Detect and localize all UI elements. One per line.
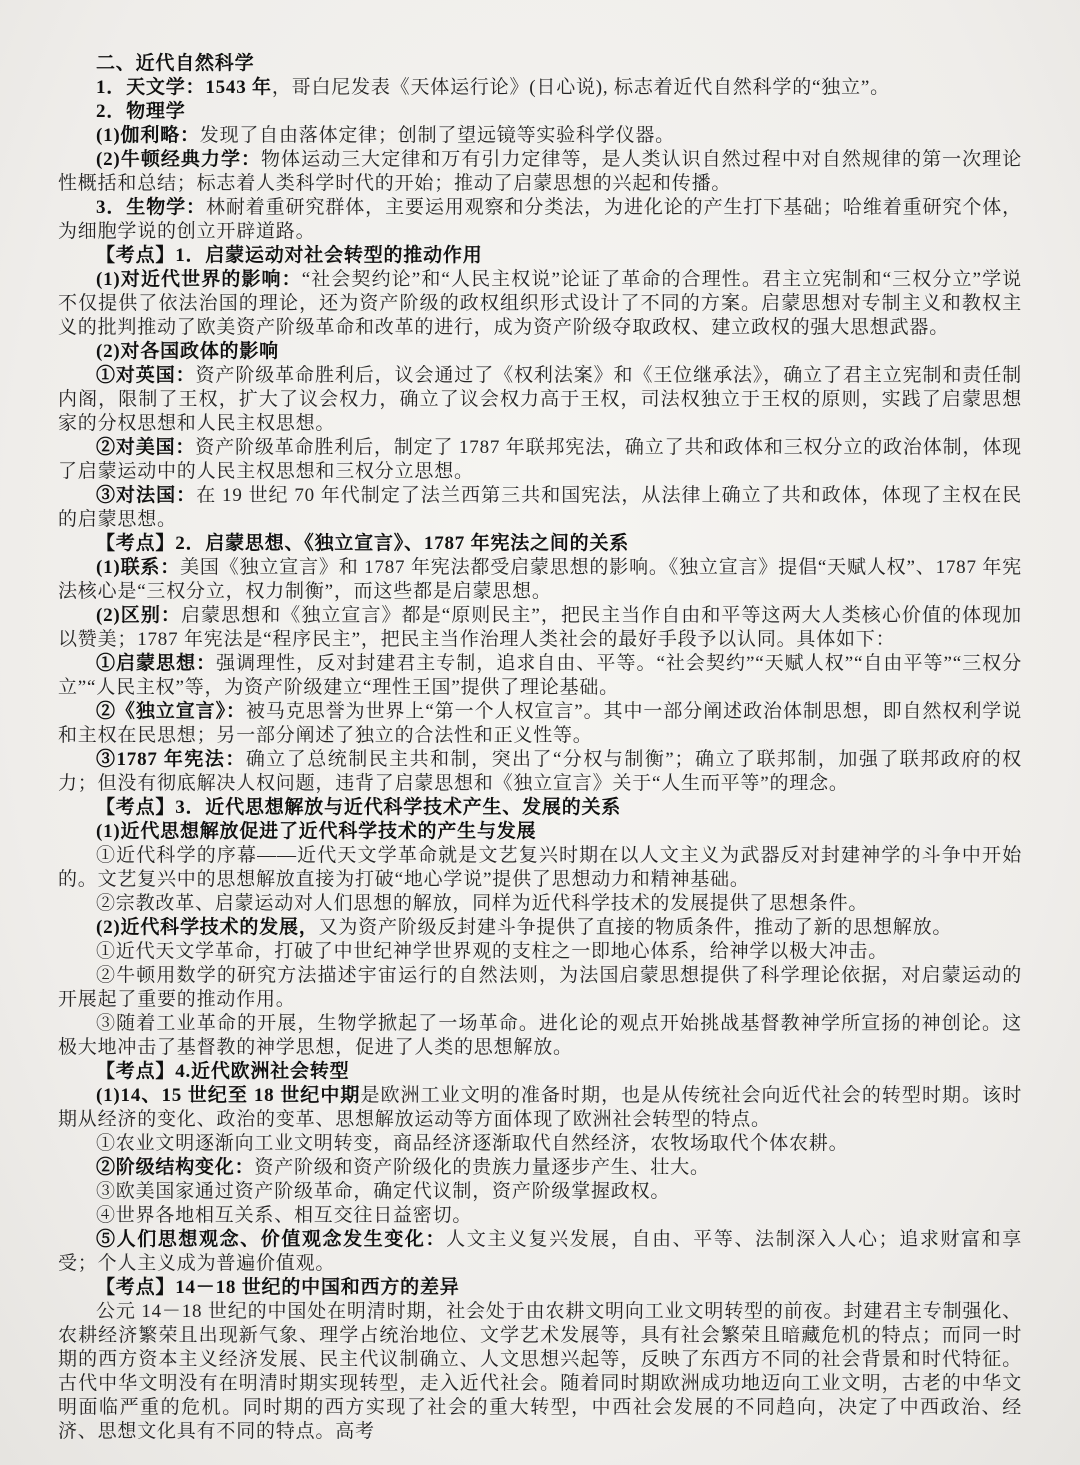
paragraph (58, 604, 1022, 652)
paragraph (58, 1228, 1022, 1276)
body-text: ②宗教改革、启蒙运动对人们思想的解放，同样为近代科学技术的发展提供了思想条件。 (96, 893, 869, 914)
bold-text: 【考点】2．启蒙思想、《独立宣言》、1787 年宪法之间的关系 (96, 533, 630, 554)
paragraph (58, 964, 1022, 1012)
bold-text: (2)对各国政体的影响 (96, 341, 279, 362)
body-text: ，哥白尼发表《天体运行论》(日心说), 标志着近代自然科学的“独立”。 (271, 77, 890, 98)
paragraph (58, 1012, 1022, 1060)
bold-text: (2)区别： (96, 605, 181, 626)
body-text: 人文主义复兴发展，自由、平等、法制深入人心；追求财富和享受；个人主义成为普遍价值观。 (58, 1229, 1022, 1274)
paragraph (58, 1132, 1022, 1156)
body-text: 资产阶级和资产阶级化的贵族力量逐步产生、壮大。 (254, 1157, 710, 1178)
body-text: ①农业文明逐渐向工业文明转变，商品经济逐渐取代自然经济，农牧场取代个体农耕。 (96, 1133, 849, 1154)
paragraph (58, 1084, 1022, 1132)
bold-text: (1)联系： (96, 557, 181, 578)
body-text: ①近代科学的序幕——近代天文学革命就是文艺复兴时期在以人文主义为武器反对封建神学的斗争中开始的。文艺复兴中的思想解放直接为打破“地心学说”提供了思想动力和精神基础。 (58, 845, 1022, 890)
bold-text: ②《独立宣言》： (96, 701, 246, 722)
paragraph (58, 532, 1022, 556)
paragraph (58, 100, 1022, 124)
body-text: ④世界各地相互关系、相互交往日益密切。 (96, 1205, 473, 1226)
body-text: 启蒙思想和《独立宣言》都是“原则民主”，把民主当作自由和平等这两大人类核心价值的体现加以赞美；1787 年宪法是“程序民主”，把民主当作治理人类社会的最好手段予以认同。具体如下： (58, 605, 1022, 650)
body-text: 又为资产阶级反封建斗争提供了直接的物质条件，推动了新的思想解放。 (318, 917, 953, 938)
paragraph (58, 244, 1022, 268)
bold-text: (2)牛顿经典力学： (96, 149, 262, 170)
bold-text: ①对英国： (96, 365, 196, 386)
bold-text: (1)对近代世界的影响： (96, 269, 302, 290)
paragraph (58, 1300, 1022, 1444)
paragraph (58, 652, 1022, 700)
bold-text: 1543 年 (205, 77, 272, 98)
body-text: 物体运动三大定律和万有引力定律等，是人类认识自然过程中对自然规律的第一次理论性概括和总结；标志着人类科学时代的开始；推动了启蒙思想的兴起和传播。 (58, 149, 1022, 194)
bold-text: (2)近代科学技术的发展， (96, 917, 319, 938)
body-text: ①近代天文学革命，打破了中世纪神学世界观的支柱之一即地心体系，给神学以极大冲击。 (96, 941, 889, 962)
body-text: 被马克思誉为世界上“第一个人权宣言”。其中一部分阐述政治体制思想，即自然权利学说和主权在民思想；另一部分阐述了独立的合法性和正义性等。 (58, 701, 1022, 746)
paragraph (58, 484, 1022, 532)
bold-text: 【考点】1．启蒙运动对社会转型的推动作用 (96, 245, 483, 266)
bold-text: (1)14、15 世纪至 18 世纪中期 (96, 1085, 361, 1106)
body-text: 林耐着重研究群体，主要运用观察和分类法，为进化论的产生打下基础；哈维着重研究个体，为细胞学说的创立开辟道路。 (58, 197, 1022, 242)
bold-text: ③1787 年宪法： (96, 749, 246, 770)
paragraph (58, 796, 1022, 820)
paragraph (58, 556, 1022, 604)
paragraph (58, 916, 1022, 940)
bold-text: 1．天文学： (96, 77, 206, 98)
bold-text: 3．生物学： (96, 197, 206, 218)
body-text: ②牛顿用数学的研究方法描述宇宙运行的自然法则，为法国启蒙思想提供了科学理论依据，对启蒙运动的开展起了重要的推动作用。 (58, 965, 1022, 1010)
bold-text: ②对美国： (96, 437, 196, 458)
paragraph (58, 844, 1022, 892)
bold-text: ③对法国： (96, 485, 197, 506)
paragraph (58, 364, 1022, 436)
paragraph (58, 124, 1022, 148)
paragraph (58, 196, 1022, 244)
paragraph (58, 1180, 1022, 1204)
paragraph (58, 892, 1022, 916)
bold-text: 【考点】3．近代思想解放与近代科学技术产生、发展的关系 (96, 797, 622, 818)
bold-text: 2．物理学 (96, 101, 186, 122)
body-text: 资产阶级革命胜利后，议会通过了《权利法案》和《王位继承法》，确立了君主立宪制和责任制内阁，限制了王权，扩大了议会权力，确立了议会权力高于王权，司法权独立于王权的原则，实践了启蒙思想家的分权思想和人民主权思想。 (58, 365, 1022, 434)
body-text: 确立了总统制民主共和制，突出了“分权与制衡”；确立了联邦制，加强了联邦政府的权力；但没有彻底解决人权问题，违背了启蒙思想和《独立宣言》关于“人生而平等”的理念。 (58, 749, 1022, 794)
paragraph (58, 268, 1022, 340)
paragraph (58, 820, 1022, 844)
paragraph (58, 148, 1022, 196)
body-text: 公元 14－18 世纪的中国处在明清时期，社会处于由农耕文明向工业文明转型的前夜。封建君主专制强化、农耕经济繁荣且出现新气象、理学占统治地位、文学艺术发展等，具有社会繁荣且暗藏危机的特点；而同一时期的西方资本主义经济发展、民主代议制确立、人文思想兴起等，反映了东西方不同的社会背景和时代特征。古代中华文明没有在明清时期实现转型，走入近代社会。随着同时期欧洲成功地迈向工业文明，古老的中华文明面临严重的危机。同时期的西方实现了社会的重大转型，中西社会发展的不同趋向，决定了中西政治、经济、思想文化具有不同的特点。高考 (58, 1301, 1022, 1442)
body-text: ③欧美国家通过资产阶级革命，确定代议制，资产阶级掌握政权。 (96, 1181, 671, 1202)
body-text: 是欧洲工业文明的准备时期，也是从传统社会向近代社会的转型时期。该时期从经济的变化、政治的变革、思想解放运动等方面体现了欧洲社会转型的特点。 (58, 1085, 1023, 1130)
paragraph (58, 76, 1022, 100)
body-text: 美国《独立宣言》和 1787 年宪法都受启蒙思想的影响。《独立宣言》提倡“天赋人权”、1787 年宪法核心是“三权分立，权力制衡”，而这些都是启蒙思想。 (58, 557, 1022, 602)
document-content (58, 52, 1022, 1444)
paragraph (58, 700, 1022, 748)
paragraph (58, 52, 1022, 76)
paragraph (58, 748, 1022, 796)
body-text: 发现了自由落体定律；创制了望远镜等实验科学仪器。 (199, 125, 675, 146)
bold-text: ①启蒙思想： (96, 653, 217, 674)
paragraph (58, 1156, 1022, 1180)
paragraph (58, 1204, 1022, 1228)
paragraph (58, 1276, 1022, 1300)
body-text: 在 19 世纪 70 年代制定了法兰西第三共和国宪法，从法律上确立了共和政体，体现了主权在民的启蒙思想。 (58, 485, 1022, 530)
bold-text: (1)伽利略： (96, 125, 200, 146)
bold-text: 【考点】4.近代欧洲社会转型 (96, 1061, 350, 1082)
paragraph (58, 940, 1022, 964)
paragraph (58, 436, 1022, 484)
paragraph (58, 340, 1022, 364)
bold-text: ⑤人们思想观念、价值观念发生变化： (96, 1229, 447, 1250)
body-text: 资产阶级革命胜利后，制定了 1787 年联邦宪法，确立了共和政体和三权分立的政治体制，体现了启蒙运动中的人民主权思想和三权分立思想。 (58, 437, 1022, 482)
bold-text: 【考点】14－18 世纪的中国和西方的差异 (96, 1277, 460, 1298)
body-text: “社会契约论”和“人民主权说”论证了革命的合理性。君主立宪制和“三权分立”学说不仅提供了依法治国的理论，还为资产阶级的政权组织形式设计了不同的方案。启蒙思想对专制主义和教权主义的批判推动了欧美资产阶级革命和改革的进行，成为资产阶级夺取政权、建立政权的强大思想武器。 (58, 269, 1022, 338)
body-text: ③随着工业革命的开展，生物学掀起了一场革命。进化论的观点开始挑战基督教神学所宣扬的神创论。这极大地冲击了基督教的神学思想，促进了人类的思想解放。 (58, 1013, 1022, 1058)
bold-text: (1)近代思想解放促进了近代科学技术的产生与发展 (96, 821, 537, 842)
bold-text: ②阶级结构变化： (96, 1157, 255, 1178)
paragraph (58, 1060, 1022, 1084)
bold-text: 二、近代自然科学 (96, 53, 255, 74)
body-text: 强调理性，反对封建君主专制，追求自由、平等。“社会契约”“天赋人权”“自由平等”“三权分立”“人民主权”等，为资产阶级建立“理性王国”提供了理论基础。 (58, 653, 1022, 698)
